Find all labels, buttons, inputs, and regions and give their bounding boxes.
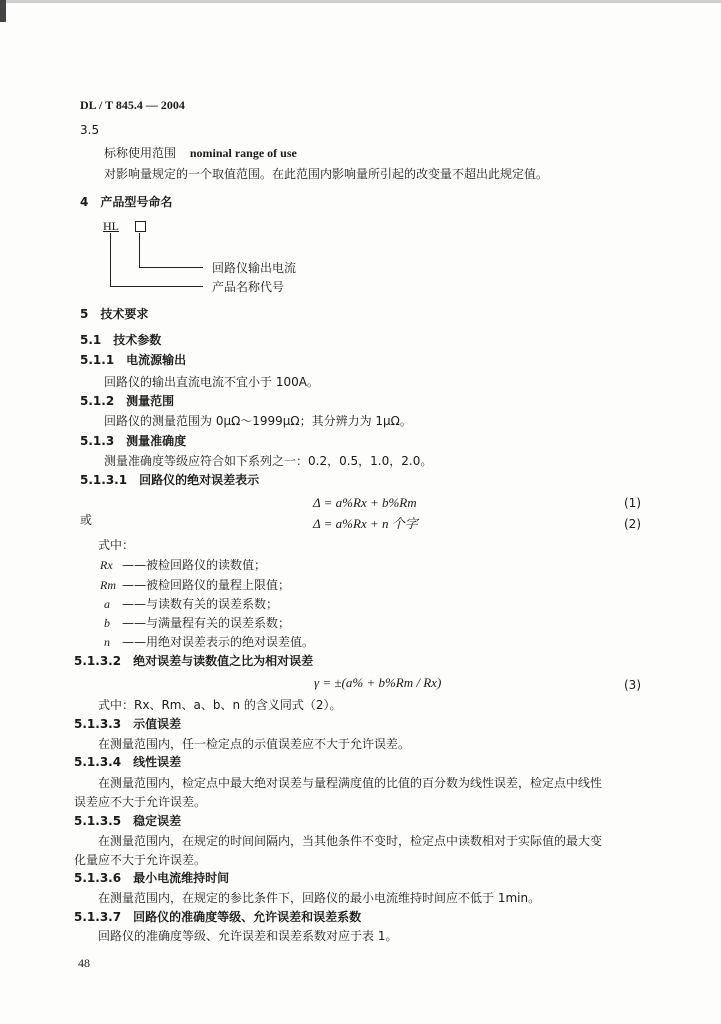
paragraph: 回路仪的准确度等级、允许误差和误差系数对应于表 1。 bbox=[98, 929, 398, 943]
paragraph: 测量准确度等级应符合如下系列之一：0.2，0.5，1.0，2.0。 bbox=[104, 454, 433, 468]
model-code: HL bbox=[103, 219, 119, 233]
diagram-label: 产品名称代号 bbox=[212, 280, 285, 294]
equation-number: (2) bbox=[624, 517, 641, 531]
subsection-heading: 5.1.1 电流源输出 bbox=[80, 353, 187, 367]
variable-symbol: n bbox=[104, 635, 110, 649]
term-line bbox=[104, 145, 297, 161]
paragraph: 在测量范围内，任一检定点的示值误差应不大于允许误差。 bbox=[98, 737, 411, 751]
variable-description: ——被检回路仪的量程上限值； bbox=[122, 578, 291, 592]
clause-number: 3.5 bbox=[80, 123, 100, 137]
output-current-box bbox=[135, 221, 146, 232]
paragraph: 误差应不大于允许误差。 bbox=[74, 795, 207, 809]
variable-symbol: b bbox=[104, 616, 110, 630]
formula: Δ = a%Rx + n 个字 bbox=[313, 516, 418, 531]
connector-horizontal bbox=[139, 267, 203, 268]
subsection-heading: 5.1.2 测量范围 bbox=[80, 394, 175, 408]
paragraph: 在测量范围内，在规定的时间间隔内，当其他条件不变时，检定点中读数相对于实际值的最大变 bbox=[98, 834, 603, 848]
section-heading: 4 产品型号命名 bbox=[80, 195, 173, 209]
paragraph: 在测量范围内，在规定的参比条件下，回路仪的最小电流维持时间应不低于 1min。 bbox=[98, 891, 541, 905]
formula: γ = ±(a% + b%Rm / Rx) bbox=[314, 675, 442, 690]
variable-description: ——与满量程有关的误差系数； bbox=[122, 616, 291, 630]
document-header: DL / T 845.4 — 2004 bbox=[80, 98, 185, 112]
term-zh: 标称使用范围 bbox=[104, 146, 177, 160]
paragraph: 回路仪的测量范围为 0μΩ～1999μΩ；其分辨力为 1μΩ。 bbox=[104, 414, 412, 428]
scan-edge-corner bbox=[0, 0, 6, 22]
connector-vertical bbox=[139, 233, 140, 268]
paragraph: 式中：Rx、Rm、a、b、n 的含义同式（2）。 bbox=[98, 698, 342, 712]
variable-description: ——被检回路仪的读数值； bbox=[122, 558, 267, 572]
term-en: nominal range of use bbox=[189, 146, 297, 160]
where-label: 式中： bbox=[98, 538, 135, 552]
variable-symbol: Rx bbox=[100, 558, 113, 572]
variable-description: ——用绝对误差表示的绝对误差值。 bbox=[122, 635, 315, 649]
equation-number: (1) bbox=[624, 496, 641, 510]
variable-symbol: Rm bbox=[100, 578, 116, 592]
term-definition: 对影响量规定的一个取值范围。在此范围内影响量所引起的改变量不超出此规定值。 bbox=[104, 167, 549, 181]
paragraph: 在测量范围内，检定点中最大绝对误差与量程满度值的比值的百分数为线性误差，检定点中线性 bbox=[98, 776, 603, 790]
subsection-heading: 5.1.3.2 绝对误差与读数值之比为相对误差 bbox=[74, 654, 314, 668]
formula: Δ = a%Rx + b%Rm bbox=[313, 495, 417, 510]
paragraph: 化量应不大于允许误差。 bbox=[74, 853, 207, 867]
subsection-heading: 5.1.3.4 线性误差 bbox=[74, 755, 182, 769]
scan-edge-top bbox=[0, 0, 721, 3]
variable-symbol: a bbox=[104, 597, 110, 611]
variable-description: ——与读数有关的误差系数； bbox=[122, 597, 279, 611]
subsection-heading: 5.1.3.6 最小电流维持时间 bbox=[74, 871, 230, 885]
page-number: 48 bbox=[78, 956, 90, 970]
conjunction: 或 bbox=[80, 513, 93, 527]
subsection-heading: 5.1 技术参数 bbox=[80, 333, 162, 347]
subsection-heading: 5.1.3 测量准确度 bbox=[80, 434, 187, 448]
section-heading: 5 技术要求 bbox=[80, 307, 149, 321]
diagram-label: 回路仪输出电流 bbox=[212, 261, 297, 275]
equation-number: (3) bbox=[624, 678, 641, 692]
connector-horizontal bbox=[110, 286, 203, 287]
subsection-heading: 5.1.3.7 回路仪的准确度等级、允许误差和误差系数 bbox=[74, 910, 362, 924]
subsection-heading: 5.1.3.3 示值误差 bbox=[74, 717, 182, 731]
paragraph: 回路仪的输出直流电流不宜小于 100A。 bbox=[104, 375, 319, 389]
connector-vertical bbox=[110, 233, 111, 287]
subsection-heading: 5.1.3.1 回路仪的绝对误差表示 bbox=[80, 473, 260, 487]
subsection-heading: 5.1.3.5 稳定误差 bbox=[74, 814, 182, 828]
